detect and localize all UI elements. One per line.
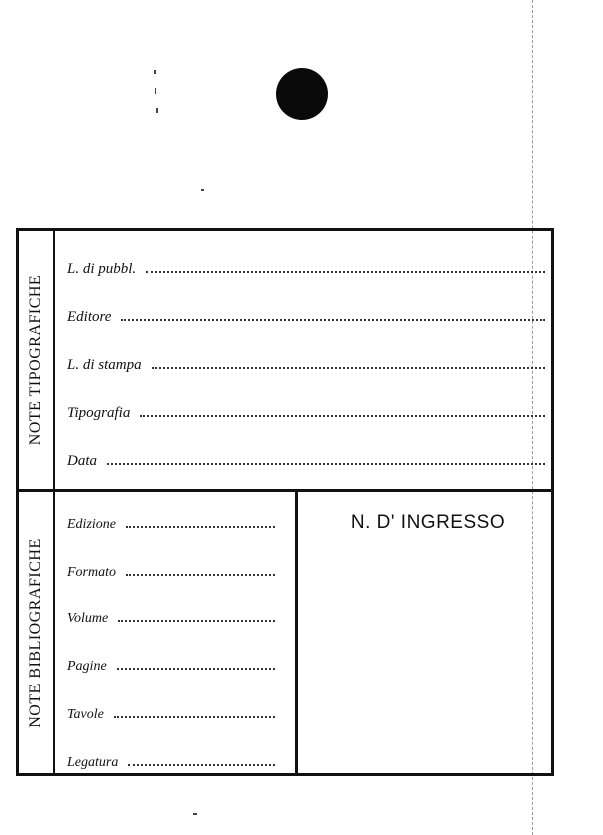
field-dotted-line[interactable] [117,656,275,670]
field-dotted-line[interactable] [146,259,545,273]
tipografiche-fields [67,231,551,489]
speck-mark [201,189,204,191]
field-dotted-line[interactable] [140,403,545,417]
side-label-text: NOTE BIBLIOGRAFICHE [27,537,44,728]
field-dotted-line[interactable] [128,752,275,766]
field-label: L. di stampa [67,357,142,373]
library-card [16,228,554,776]
field-editore [67,307,545,331]
field-dotted-line[interactable] [126,514,275,528]
field-label: Legatura [67,755,119,770]
speck-mark [193,813,197,815]
bibliografiche-panel [19,492,298,773]
field-label: Tipografia [67,405,131,421]
field-label: Data [67,453,97,469]
speck-mark [156,108,158,113]
field-label: Pagine [67,659,107,674]
field-tipografia [67,403,545,427]
bibliografiche-fields [67,492,281,773]
field-dotted-line[interactable] [107,451,545,465]
field-dotted-line[interactable] [121,307,545,321]
field-data [67,451,545,475]
field-dotted-line[interactable] [126,562,275,576]
numero-ingresso-label: N. D' INGRESSO [350,512,506,533]
side-label-bibliografiche [19,492,55,773]
field-dotted-line[interactable] [114,704,275,718]
field-legatura [67,752,275,776]
field-pagine [67,656,275,680]
field-tavole [67,704,275,728]
field-label: L. di pubbl. [67,261,137,277]
speck-mark [155,88,156,94]
note-bibliografiche-section [19,492,551,773]
field-formato [67,562,275,586]
field-dotted-line[interactable] [118,608,275,622]
note-tipografiche-section [19,231,551,492]
side-label-tipografiche [19,231,55,489]
punch-hole [276,68,328,120]
field-label: Tavole [67,707,104,722]
field-volume [67,608,275,632]
field-label: Volume [67,611,109,626]
field-edizione [67,514,275,538]
field-dotted-line[interactable] [152,355,545,369]
side-label-text: NOTE TIPOGRAFICHE [27,274,44,446]
field-luogo-pubblicazione [67,259,545,283]
speck-mark [154,70,156,74]
field-luogo-stampa [67,355,545,379]
field-label: Formato [67,565,116,580]
field-label: Edizione [67,517,116,532]
field-label: Editore [67,309,112,325]
